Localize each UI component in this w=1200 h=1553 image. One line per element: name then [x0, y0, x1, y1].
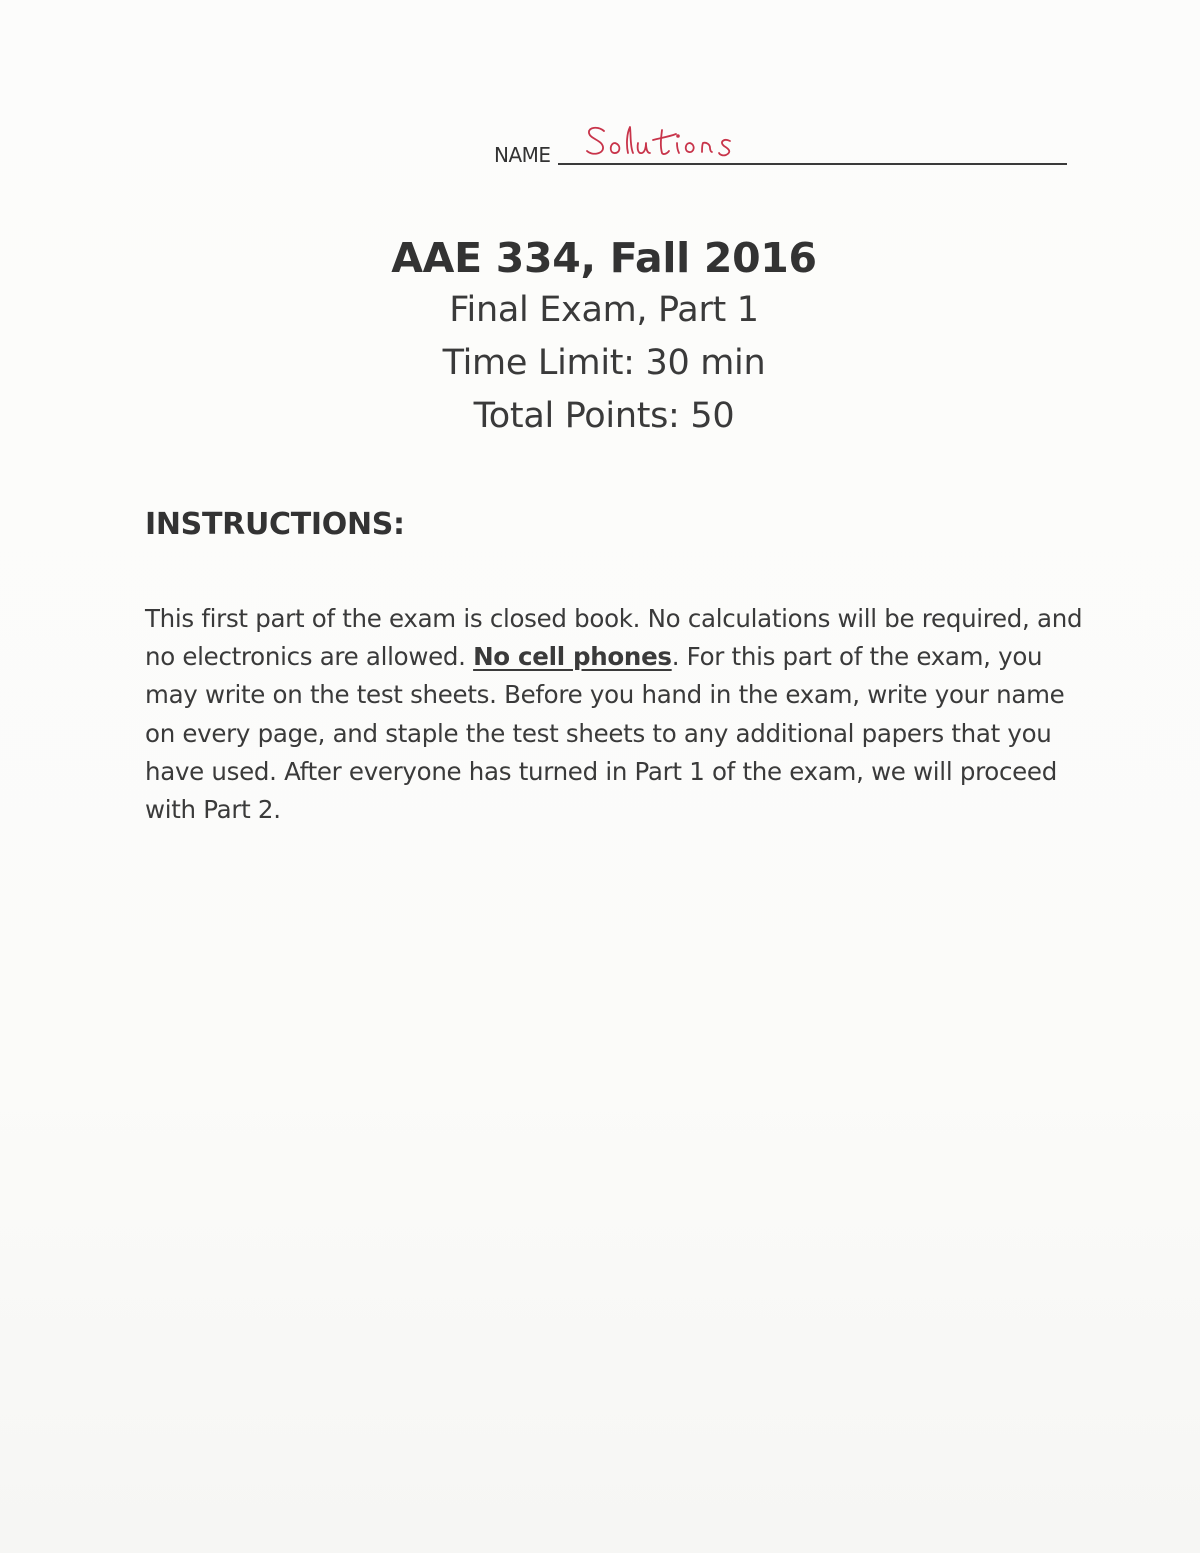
- name-label: NAME: [494, 143, 551, 167]
- instructions-text-end: . For this part of the exam, you may write on the test sheets. Before you hand in the exam, write your name on every page, and staple the test sheets to any additional papers that you have used. After everyone has turned in Part 1 of the exam, we will proceed with Part 2.: [145, 642, 1065, 825]
- course-title: AAE 334, Fall 2016: [391, 234, 817, 282]
- name-field: [494, 118, 1069, 168]
- exam-name: Final Exam, Part 1: [449, 290, 759, 330]
- no-cell-phones-emphasis: No cell phones: [473, 642, 672, 672]
- time-limit: Time Limit: 30 min: [442, 343, 766, 383]
- handwritten-name: [582, 118, 782, 164]
- instructions-heading: INSTRUCTIONS:: [145, 507, 405, 542]
- instructions-paragraph: [145, 600, 1085, 829]
- exam-title-block: [0, 232, 1200, 443]
- total-points: Total Points: 50: [473, 396, 735, 436]
- instructions-text-start: This first part of the exam is closed book. No calculations will be required, and no electronics are allowed.: [145, 604, 1083, 672]
